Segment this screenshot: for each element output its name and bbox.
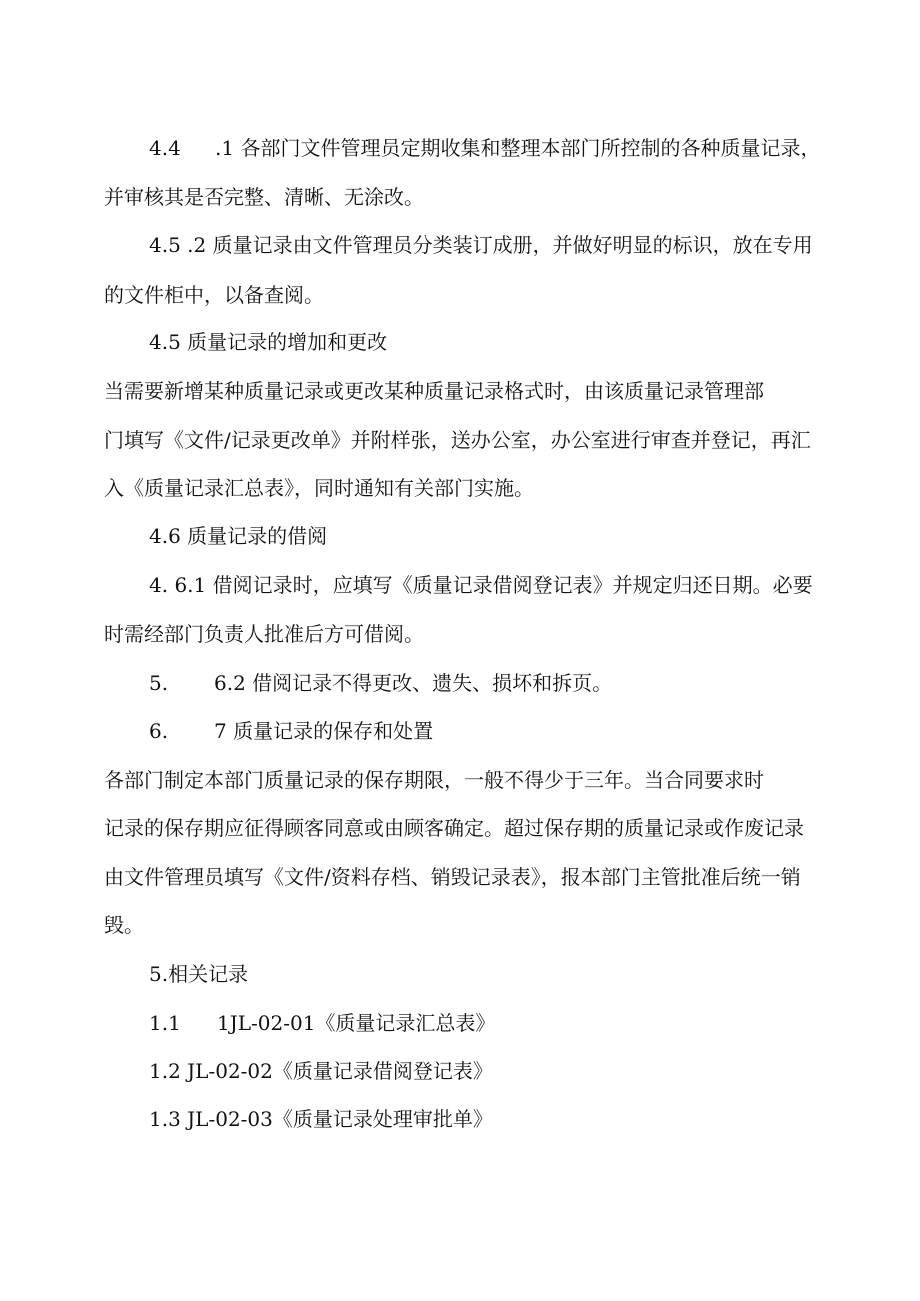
paragraph-7-line-3: 由文件管理员填写《文件/资料存档、销毁记录表》，报本部门主管批准后统一销 xyxy=(104,865,801,889)
paragraph-4-6-1-line-1: 4. 6.1 借阅记录时，应填写《质量记录借阅登记表》并规定归还日期。必要 xyxy=(149,573,813,597)
paragraph-4-5-2-line-2: 的文件柜中，以备查阅。 xyxy=(104,283,324,307)
paragraph-7-line-1: 各部门制定本部门质量记录的保存期限，一般不得少于三年。当合同要求时 xyxy=(104,768,764,792)
paragraph-4-6-1-line-2: 时需经部门负责人批准后方可借阅。 xyxy=(104,622,424,646)
record-item-2: 1.2 JL-02-02《质量记录借阅登记表》 xyxy=(149,1059,493,1083)
paragraph-4-5-line-2: 门填写《文件/记录更改单》并附样张，送办公室，办公室进行审查并登记，再汇 xyxy=(104,428,811,452)
paragraph-4-4-1-line-2: 并审核其是否完整、清晰、无涂改。 xyxy=(104,185,424,209)
heading-text: 7 质量记录的保存和处置 xyxy=(214,719,434,743)
record-text: 1JL-02-01《质量记录汇总表》 xyxy=(217,1011,496,1035)
record-number: 1.1 xyxy=(149,1011,181,1035)
record-item-1 xyxy=(149,1011,495,1035)
paragraph-4-5-2-line-1: 4.5 .2 质量记录由文件管理员分类装订成册，并做好明显的标识，放在专用 xyxy=(149,233,813,257)
section-number: 4.4 xyxy=(149,136,181,160)
paragraph-4-5-line-1: 当需要新增某种质量记录或更改某种质量记录格式时，由该质量记录管理部 xyxy=(104,379,764,403)
paragraph-7-line-4: 毁。 xyxy=(104,913,144,937)
list-number: 6. xyxy=(149,719,169,743)
paragraph-4-4-1-line-1 xyxy=(149,136,820,160)
paragraph-7-line-2: 记录的保存期应征得顾客同意或由顾客确定。超过保存期的质量记录或作废记录 xyxy=(104,816,804,840)
paragraph-text: 6.2 借阅记录不得更改、遗失、损坏和拆页。 xyxy=(214,671,613,695)
heading-4-6: 4.6 质量记录的借阅 xyxy=(149,524,328,548)
heading-related-records: 5.相关记录 xyxy=(149,962,249,986)
record-item-3: 1.3 JL-02-03《质量记录处理审批单》 xyxy=(149,1107,493,1131)
heading-7 xyxy=(149,719,433,743)
paragraph-4-5-line-3: 入《质量记录汇总表》，同时通知有关部门实施。 xyxy=(104,476,534,500)
list-number: 5. xyxy=(149,671,169,695)
paragraph-6-2 xyxy=(149,671,612,695)
paragraph-text: .1 各部门文件管理员定期收集和整理本部门所控制的各种质量记录， xyxy=(215,136,821,160)
heading-4-5: 4.5 质量记录的增加和更改 xyxy=(149,330,388,354)
